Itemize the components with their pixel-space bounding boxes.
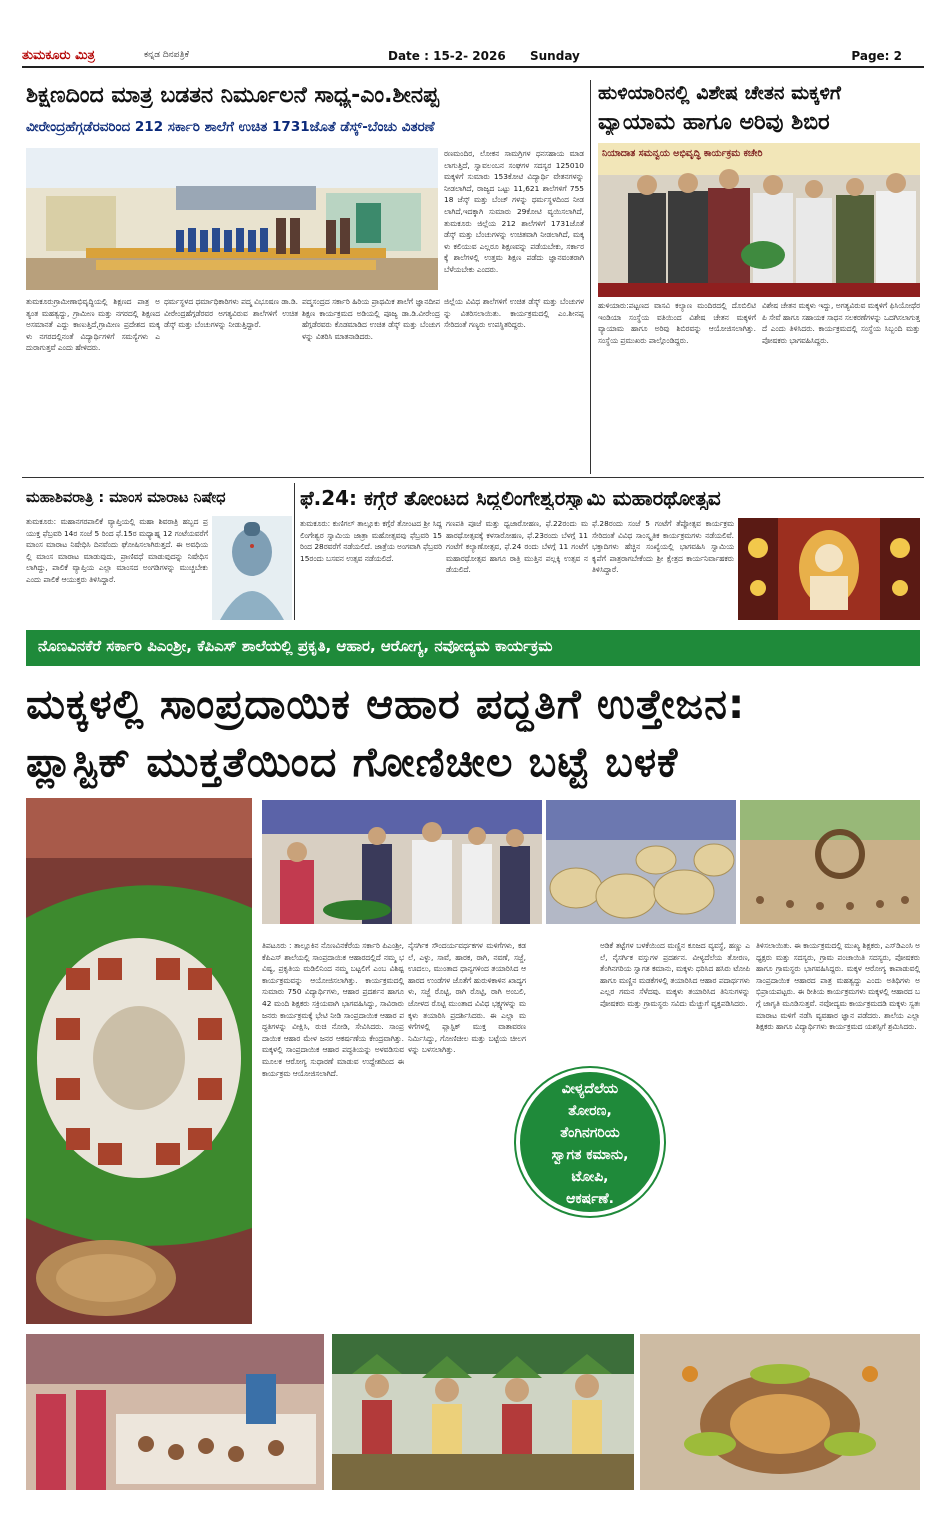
story1-col3: ಪದ್ಮಸಂದ್ರದ ಸರ್ಕಾರಿ ಹಿರಿಯ ಪ್ರಾಥಮಿಕ ಶಾಲೆಗೆ ಜ್ಞಾನದೀಪ ಶಿಕ್ಷಣ ಕಾರ್ಯಕ್ರಮದ ಅಡಿಯಲ್ಲಿ ಪೂಜ್ಯ ಡಾ.ಡಿ.ವೀರೇಂದ್ರ ಹೆಗ್ಗಡೆರವರು ಕೊಡಮಾಡಿದ ಉಚಿತ ಡೆಸ್ಕ್ ಮತ್ತು ಬೆಂಚುಗಳನ್ನು ವಿತರಿಸಿ ಮಾತನಾಡಿದರು. bbox=[302, 297, 440, 341]
masthead bbox=[22, 46, 924, 68]
story4-col1: ತುಮಕೂರು: ಕುಣಿಗಲ್ ತಾಲ್ಲೂಕು ಕಗ್ಗೆರೆ ತೋಂಟದ ಶ್ರೀ ಸಿದ್ದಲಿಂಗೇಶ್ವರ ಸ್ವಾಮಿಯ ಜಾತ್ರಾ ಮಹೋತ್ಸವವು ಫೆಬ್ರವರಿ 15 ರಿಂದ 28ರವರೆಗೆ ನಡೆಯಲಿದೆ. ಜಾತ್ರೆಯ ಅಂಗವಾಗಿ ಫೆಬ್ರವರಿ 15ರಂದು ಬಸವನ ಉತ್ಸವ ನಡೆಯಲಿದೆ. bbox=[300, 519, 442, 563]
feature-headline-line1: ಮಕ್ಕಳಲ್ಲಿ ಸಾಂಪ್ರದಾಯಿಕ ಆಹಾರ ಪದ್ಧತಿಗೆ ಉತ್ತೇಜನ: bbox=[26, 680, 746, 728]
feature-col1: ತಿಪಟೂರು : ತಾಲ್ಲೂಕಿನ ನೊಣವಿನಕೆರೆಯ ಸರ್ಕಾರಿ ಪಿಎಂಶ್ರೀ, ಕೆಪಿಎಸ್ ಶಾಲೆಯಲ್ಲಿ ಸಾಂಪ್ರದಾಯಿಕ ಆಹಾರದಲ್ಲಿದೆ ನಮ್ಮ ಭವಿಷ್ಯ, ಪ್ರಕೃತಿಯ ಮಡಿಲಿನಿಂದ ನಮ್ಮ ಬಟ್ಟಲಿಗೆ ಎಂಬ ವಿಶಿಷ್ಟ ಕಾರ್ಯಕ್ರಮವನ್ನು ಆಯೋಜಿಸಲಾಗಿತ್ತು. ಕಾರ್ಯಕ್ರಮದಲ್ಲಿ ಸುಮಾರು 750 ವಿದ್ಯಾರ್ಥಿಗಳು, ಆಹಾರ ಪ್ರದರ್ಶನ ಹಾಗೂ 42 ಮಂದಿ ಶಿಕ್ಷಕರು ಸಕ್ರಿಯವಾಗಿ ಭಾಗವಹಿಸಿದ್ದು, ಸಾವಿರಾರು ಜನರು ಕಾರ್ಯಕ್ರಮಕ್ಕೆ ಭೇಟಿ ನೀಡಿ ಸಾಂಪ್ರದಾಯಿಕ ಆಹಾರ ಪದ್ಧತಿಗಳನ್ನು ವೀಕ್ಷಿಸಿ, ರುಚಿ ನೋಡಿ, ಸೇವಿಸಿದರು. ಸಾಂಪ್ರದಾಯಿಕ ಆಹಾರ ಮೇಳ ಜನರ ಆಕರ್ಷಣೆಯ ಕೇಂದ್ರವಾಗಿತ್ತು. ಮಕ್ಕಳಲ್ಲಿ ಸಾಂಪ್ರದಾಯಿಕ ಆಹಾರ ಪದ್ಧತಿಯನ್ನು ಅಳವಡಿಸುವ ಮೂಲಕ ಆರೋಗ್ಯ ಸುಧಾರಣೆ ಮಾಡುವ ಉದ್ದೇಶದಿಂದ ಈ ಕಾರ್ಯಕ್ರಮ ಆಯೋಜಿಸಲಾಗಿದೆ. bbox=[262, 941, 404, 1078]
story2-headline-line2: ವ್ಯಾಯಾಮ ಹಾಗೂ ಅರಿವು ಶಿಬಿರ bbox=[598, 110, 830, 135]
banana-rangoli-photo bbox=[640, 1334, 920, 1490]
baskets-photo bbox=[546, 800, 736, 924]
pull-quote-line: ಆಕರ್ಷಣೆ. bbox=[566, 1191, 614, 1207]
pull-quote-line: ಸ್ವಾಗತ ಕಮಾನು, bbox=[551, 1147, 629, 1163]
newspaper-subtitle: ಕನ್ನಡ ದಿನಪತ್ರಿಕೆ bbox=[144, 50, 190, 60]
issue-day: Sunday bbox=[530, 49, 580, 63]
traditional-food-photo bbox=[26, 798, 252, 1324]
story3-text: ತುಮಕೂರು: ಮಹಾನಗರಪಾಲಿಕೆ ವ್ಯಾಪ್ತಿಯಲ್ಲಿ ಮಹಾ ಶಿವರಾತ್ರಿ ಹಬ್ಬದ ಪ್ರಯುಕ್ತ ಫೆಬ್ರವರಿ 14ರ ಸಂಜೆ 5 ರಿಂದ ಫೆ.15ರ ಮಧ್ಯಾಹ್ನ 12 ಗಂಟೆಯವರೆಗೆ ಮಾಂಸ ಮಾರಾಟ ನಿಷೇಧಿಸಿ ದಿನವೆಂದು ಘೋಷಿಸಲಾಗಿರುತ್ತದೆ. ಈ ಅವಧಿಯಲ್ಲಿ ಮಾಂಸ ಮಾರಾಟ ಮಾಡುವುದು, ಪ್ರಾಣಿವಧೆ ಮಾಡುವುದನ್ನು ನಿಷೇಧಿಸಲಾಗಿದ್ದು, ಪಾಲಿಕೆ ವ್ಯಾಪ್ತಿಯ ಎಲ್ಲಾ ಮಾಂಸದ ಅಂಗಡಿಗಳನ್ನು ಮುಚ್ಚಬೇಕು ಎಂದು ಪಾಲಿಕೆ ಆಯುಕ್ತರು ತಿಳಿಸಿದ್ದಾರೆ. bbox=[26, 517, 208, 584]
story2-headline-line1: ಹುಳಿಯಾರಿನಲ್ಲಿ ವಿಶೇಷ ಚೇತನ ಮಕ್ಕಳಿಗೆ bbox=[598, 83, 841, 104]
story2-col1: ಹುಳಿಯಾರು:ಪಟ್ಟಣದ ವಾಸವಿ ಕಲ್ಯಾಣ ಮಂದಿರದಲ್ಲಿ ದೊಬಿಲಿಟಿ ಇಂಡಿಯಾ ಸಂಸ್ಥೆಯ ವತಿಯಿಂದ ವಿಶೇಷ ಚೇತನ ಮಕ್ಕಳಿಗೆ ವ್ಯಾಯಾಮ ಹಾಗೂ ಅರಿವು ಶಿಬಿರವನ್ನು ಆಯೋಜಿಸಲಾಗಿತ್ತು. ಸಂಸ್ಥೆಯ ಪ್ರಮುಖರು ಪಾಲ್ಗೊಂಡಿದ್ದರು. bbox=[598, 301, 756, 345]
story4-col2: ಗಣಪತಿ ಪೂಜೆ ಮತ್ತು ಧ್ವಜಾರೋಹಣ, ಫೆ.22ರಂದು ಮಹಾರಥೋತ್ಸವಕ್ಕೆ ಕಳಸಾರೋಹಣ, ಫೆ.23ರಂದು ಬೆಳಗ್ಗೆ 11 ಗಂಟೆಗೆ ಕಲ್ಯಾಣೋತ್ಸವ, ಫೆ.24 ರಂದು ಬೆಳಗ್ಗೆ 11 ಗಂಟೆಗೆ ಮಹಾರಥೋತ್ಸವ ಹಾಗೂ ರಾತ್ರಿ ಮುತ್ತಿನ ಪಲ್ಲಕ್ಕಿ ಉತ್ಸವ ನಡೆಯಲಿದೆ. bbox=[446, 519, 588, 575]
newspaper-logo: ತುಮಕೂರು ಮಿತ್ರ bbox=[22, 48, 95, 63]
story1-col2: ಧರ್ಮಸ್ಥಳದ ಧರ್ಮಾಧಿಕಾರಿಗಳು ಪದ್ಮ ವಿಭೂಷಣ ಡಾ.ಡಿ.ವೀರೇಂದ್ರಹೆಗ್ಗಡೆರವರ ಅಗತ್ಯವಿರುವ ಶಾಲೆಗಳಿಗೆ ಉಚಿತ ಡೆಸ್ಕ್ ಮತ್ತು ಬೆಂಚುಗಳನ್ನು ನೀಡುತ್ತಿದ್ದಾರೆ. bbox=[164, 297, 298, 330]
story3-headline: ಮಹಾಶಿವರಾತ್ರಿ : ಮಾಂಸ ಮಾರಾಟ ನಿಷೇಧ bbox=[26, 490, 226, 506]
kids-display-photo bbox=[26, 1334, 324, 1490]
shiva-image bbox=[212, 516, 292, 620]
story1-subhead: ವೀರೇಂದ್ರಹೆಗ್ಗಡೆರವರಿಂದ 212 ಸರ್ಕಾರಿ ಶಾಲೆಗೆ ಉಚಿತ 1731ಜೊತೆ ಡೆಸ್ಕ್-ಬೆಂಚು ವಿತರಣೆ bbox=[26, 120, 435, 135]
feature-col2: ನೈಸರ್ಗಿಕ ಸೌಂದರ್ಯವರ್ಧಕಗಳ ಮಳಿಗೆಗಳು, ಕಡಲೆ, ಎಳ್ಳು, ಸಾವೆ, ಹಾರಕ, ರಾಗಿ, ನವಣೆ, ಸಜ್ಜೆ, ಊದಲು, ಮುಂತಾದ ಧಾನ್ಯಗಳಿಂದ ತಯಾರಿಸಿದ ಆಹಾರದ ಉಂಡೆಗಳ ಜೊತೆಗೆ ಹುರುಳಿಕಾಳಿನ ಖಾದ್ಯಗಳು, ಸಜ್ಜೆ ರೊಟ್ಟಿ, ರಾಗಿ ರೊಟ್ಟಿ, ರಾಗಿ ಅಂಬಲಿ, ಜೋಳದ ರೊಟ್ಟಿ ಮುಂತಾದ ವಿವಿಧ ಭಕ್ಷ್ಯಗಳನ್ನು ಮಕ್ಕಳು ತಯಾರಿಸಿ ಪ್ರದರ್ಶಿಸಿದರು. ಈ ಎಲ್ಲಾ ಮಳಿಗೆಗಳಲ್ಲಿ ಪ್ಲಾಸ್ಟಿಕ್ ಮುಕ್ತ ವಾತಾವರಣ ನಿರ್ಮಿಸಿದ್ದು, ಗೋಣಿಚೀಲ ಮತ್ತು ಬಟ್ಟೆಯ ಚೀಲಗಳನ್ನು ಬಳಸಲಾಗಿತ್ತು. bbox=[408, 941, 526, 1055]
school-photo bbox=[26, 148, 438, 290]
story2-col2: ವಿಶೇಷ ಚೇತನ ಮಕ್ಕಳು ಇದ್ದು, ಅಗತ್ಯವಿರುವ ಮಕ್ಕಳಿಗೆ ಫಿಸಿಯೋಥೆರಪಿ ಸೇವೆ ಹಾಗೂ ಸಹಾಯಕ ಸಾಧನ ಸಲಕರಣೆಗಳನ್ನು ಒದಗಿಸಲಾಗುತ್ತದೆ ಎಂದು ತಿಳಿಸಿದರು. ಕಾರ್ಯಕ್ರಮದಲ್ಲಿ ಸಂಸ್ಥೆಯ ಸಿಬ್ಬಂದಿ ಮತ್ತು ಪೋಷಕರು ಭಾಗವಹಿಸಿದ್ದರು. bbox=[762, 301, 920, 345]
feature-col4: ತಿಳಿಸಲಾಯಿತು. ಈ ಕಾರ್ಯಕ್ರಮದಲ್ಲಿ ಮುಖ್ಯ ಶಿಕ್ಷಕರು, ಎಸ್‌ಡಿಎಂಸಿ ಅಧ್ಯಕ್ಷರು ಮತ್ತು ಸದಸ್ಯರು, ಗ್ರಾಮ ಪಂಚಾಯಿತಿ ಸದಸ್ಯರು, ಪೋಷಕರು ಹಾಗೂ ಗ್ರಾಮಸ್ಥರು ಭಾಗವಹಿಸಿದ್ದರು. ಮಕ್ಕಳ ಆರೋಗ್ಯ ಕಾಪಾಡುವಲ್ಲಿ ಸಾಂಪ್ರದಾಯಿಕ ಆಹಾರದ ಪಾತ್ರ ಮಹತ್ವದ್ದು ಎಂದು ಅತಿಥಿಗಳು ಅಭಿಪ್ರಾಯಪಟ್ಟರು. ಈ ರೀತಿಯ ಕಾರ್ಯಕ್ರಮಗಳು ಮಕ್ಕಳಲ್ಲಿ ಆಹಾರದ ಬಗ್ಗೆ ಜಾಗೃತಿ ಮೂಡಿಸುತ್ತವೆ. ನವೋದ್ಯಮ ಕಾರ್ಯಕ್ರಮದಡಿ ಮಕ್ಕಳು ಸ್ವತಃ ಮಾರಾಟ ಮಳಿಗೆ ನಡೆಸಿ ವ್ಯವಹಾರ ಜ್ಞಾನ ಪಡೆದರು. ಶಾಲೆಯ ಎಲ್ಲಾ ಶಿಕ್ಷಕರು ಹಾಗೂ ವಿದ್ಯಾರ್ಥಿಗಳು ಕಾರ್ಯಕ್ರಮದ ಯಶಸ್ಸಿಗೆ ಶ್ರಮಿಸಿದರು. bbox=[756, 941, 920, 1032]
story1-col-right: ರಣಮಂದಿರ, ಲೋಕನ ಸಾಮಗ್ರಿಗಳ ಧನಸಹಾಯ ಮಾಡಲಾಗುತ್ತಿದೆ, ಸ್ವಾವಲಂಬನ ಸಂಘಗಳ ಸದಸ್ಯರ 125010 ಮಕ್ಕಳಿಗೆ ಸುಮಾರು 153ಕೋಟಿ ವಿದ್ಯಾರ್ಥಿ ವೇತನಗಳನ್ನು ನೀಡಲಾಗಿದೆ, ರಾಜ್ಯದ ಒಟ್ಟು 11,621 ಶಾಲೆಗಳಿಗೆ 75518 ಜೆಸ್ಕ್ ಮತ್ತು ಬೆಂಚ್ ಗಳನ್ನು ಧರ್ಮಸ್ಥಳದಿಂದ ನೀಡಲಾಗಿದೆ,ಇದಕ್ಕಾಗಿ ಸುಮಾರು 29ಕೋಟಿ ವ್ಯಯಿಸಲಾಗಿದೆ, ತುಮಕೂರು ಜಿಲ್ಲೆಯ 212 ಶಾಲೆಗಳಿಗೆ 1731ಜೊತೆ ಡೆಸ್ಕ್ ಮತ್ತು ಬೆಂಚುಗಳನ್ನು ಉಚಿತವಾಗಿ ನೀಡಲಾಗಿದೆ, ಮಕ್ಕಳು ಕಲಿಯುವ ಎಲ್ಲರೂ ಶಿಕ್ಷಣವನ್ನು ಪಡೆಯಬೇಕು, ಸರ್ಕಾರಕ್ಕೆ ಶಾಲೆಗಳಲ್ಲಿ ಉತ್ತಮ ಶಿಕ್ಷಣ ಪಡೆದು ಜ್ಞಾನವಂತರಾಗಿ ಬೆಳೆಯಬೇಕು ಎಂದರು. bbox=[444, 149, 584, 274]
pull-quote-line: ಟೋಪಿ, bbox=[571, 1169, 609, 1185]
serving-food-photo bbox=[262, 800, 542, 924]
story4-col3: ಫೆ.28ರಂದು ಸಂಜೆ 5 ಗಂಟೆಗೆ ತೆಪ್ಪೋತ್ಸವ ಕಾರ್ಯಕ್ರಮ ಸೇರಿದಂತೆ ವಿವಿಧ ಸಾಂಸ್ಕೃತಿಕ ಕಾರ್ಯಕ್ರಮಗಳು ನಡೆಯಲಿವೆ. ಭಕ್ತಾದಿಗಳು ಹೆಚ್ಚಿನ ಸಂಖ್ಯೆಯಲ್ಲಿ ಭಾಗವಹಿಸಿ ಸ್ವಾಮಿಯ ಕೃಪೆಗೆ ಪಾತ್ರರಾಗಬೇಕೆಂದು ಶ್ರೀ ಕ್ಷೇತ್ರದ ಕಾರ್ಯನಿರ್ವಾಹಕರು ತಿಳಿಸಿದ್ದಾರೆ. bbox=[592, 519, 734, 575]
story1-col1: ತುಮಕೂರುಗ್ರಾಮೀಣಾಭಿವೃದ್ಧಿಯಲ್ಲಿ ಶಿಕ್ಷಣದ ಪಾತ್ರ ಅತ್ಯಂತ ಮಹತ್ವದ್ದು, ಗ್ರಾಮೀಣ ಮತ್ತು ನಗರದಲ್ಲಿ ಶಿಕ್ಷಣದ ಅಸಮಾನತೆ ಎದ್ದು ಕಾಣುತ್ತಿದೆ,ಗ್ರಾಮೀಣ ಪ್ರದೇಶದ ಮಕ್ಕಳು ನಗರದಲ್ಲಿನಂತೆ ವಿದ್ಯಾರ್ಥಿಗಳಿಗೆ ಸಮಸ್ಯೆಗಳು ಎದುರಾಗುತ್ತವೆ ಎಂದು ಹೇಳಿದರು. bbox=[26, 297, 160, 353]
feature-strip: ನೊಣವಿನಕೆರೆ ಸರ್ಕಾರಿ ಪಿಎಂಶ್ರೀ, ಕೆಪಿಎಸ್ ಶಾಲೆಯಲ್ಲಿ ಪ್ರಕೃತಿ, ಆಹಾರ, ಆರೋಗ್ಯ, ನವೋದ್ಯಮ ಕಾರ್ಯಕ್ರಮ bbox=[26, 630, 920, 666]
feature-col3: ಅಡಿಕೆ ತಟ್ಟೆಗಳ ಬಳಕೆಯಿಂದ ಮಣ್ಣಿನ ಕೂಜದ ವ್ಯವಸ್ಥೆ, ಹಣ್ಣು ಎಲೆ, ನೈಸರ್ಗಿಕ ವಸ್ತುಗಳ ಪ್ರದರ್ಶನ. ವೀಳ್ಯದೆಲೆಯ ತೋರಣ, ತೆಂಗಿನಗರಿಯ ಸ್ವಾಗತ ಕಮಾನು, ಮಕ್ಕಳು ಧರಿಸಿದ ಹಸಿರು ಟೋಪಿ ಹಾಗೂ ಮಣ್ಣಿನ ಮಡಕೆಗಳಲ್ಲಿ ತಯಾರಿಸಿದ ಆಹಾರ ಪದಾರ್ಥಗಳು ಎಲ್ಲರ ಗಮನ ಸೆಳೆದವು. ಮಕ್ಕಳು ತಯಾರಿಸಿದ ತಿನಿಸುಗಳನ್ನು ಪೋಷಕರು ಮತ್ತು ಗ್ರಾಮಸ್ಥರು ಸವಿದು ಮೆಚ್ಚುಗೆ ವ್ಯಕ್ತಪಡಿಸಿದರು. bbox=[600, 941, 750, 1008]
column-divider bbox=[294, 483, 295, 620]
camp-banner-text: ನಿಯಾದಾತ ಸಮನ್ವಯ ಅಭಿವೃದ್ಧಿ ಕಾರ್ಯಕ್ರಮ ಕಚೇರಿ bbox=[602, 149, 763, 159]
photo-icon bbox=[26, 148, 438, 290]
feature-headline-line2: ಪ್ಲಾಸ್ಟಿಕ್ ಮುಕ್ತತೆಯಿಂದ ಗೋಣಿಚೀಲ ಬಟ್ಟೆ ಬಳಕೆ bbox=[26, 738, 679, 786]
section-divider bbox=[22, 477, 924, 478]
pull-quote-line: ತೋರಣ, bbox=[568, 1103, 612, 1119]
story1-col4: ಜಿಲ್ಲೆಯ ವಿವಿಧ ಶಾಲೆಗಳಿಗೆ ಉಚಿತ ಡೆಸ್ಕ್ ಮತ್ತು ಬೆಂಚುಗಳನ್ನು ವಿತರಿಸಲಾಯಿತು. ಕಾರ್ಯಕ್ರಮದಲ್ಲಿ ಎಂ.ಶೀನಪ್ಪ ಸೇರಿದಂತೆ ಗಣ್ಯರು ಉಪಸ್ಥಿತರಿದ್ದರು. bbox=[444, 297, 584, 330]
camp-photo bbox=[598, 143, 920, 297]
page-number: Page: 2 bbox=[851, 49, 902, 63]
story1-headline: ಶಿಕ್ಷಣದಿಂದ ಮಾತ್ರ ಬಡತನ ನಿರ್ಮೂಲನೆ ಸಾಧ್ಯ-ಎಂ.ಶೀನಪ್ಪ bbox=[26, 83, 439, 108]
campus-ground-photo bbox=[740, 800, 920, 924]
kids-in-caps-photo bbox=[332, 1334, 634, 1490]
column-divider bbox=[590, 80, 591, 474]
pull-quote-line: ತೆಂಗಿನಗರಿಯ bbox=[560, 1125, 620, 1141]
temple-deity-photo bbox=[738, 518, 920, 620]
pull-quote-line: ವೀಳ್ಯದೆಲೆಯ bbox=[561, 1081, 619, 1097]
pull-quote bbox=[516, 1068, 664, 1216]
story4-headline: ಫೆ.24: ಕಗ್ಗೆರೆ ತೋಂಟದ ಸಿದ್ದಲಿಂಗೇಶ್ವರಸ್ವಾಮಿ ಮಹಾರಥೋತ್ಸವ bbox=[300, 487, 721, 510]
issue-date: Date : 15-2- 2026 bbox=[388, 49, 506, 63]
